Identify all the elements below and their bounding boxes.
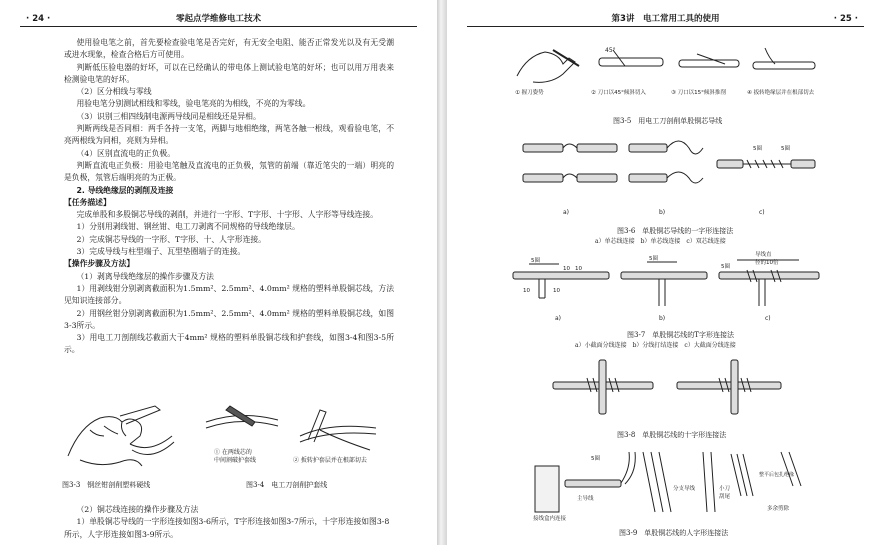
paragraph: 3）完成导线与柱型端子、瓦型垫圈端子的连接。: [76, 247, 246, 257]
fig-3-8-caption: 图3-8 单股铜芯线的十字形连接法: [617, 431, 727, 439]
main-conductor: [565, 480, 621, 487]
wire-c2: [791, 160, 815, 168]
page-number: · 24 ·: [26, 14, 51, 24]
fig9-label-tail: 刮尾: [719, 494, 731, 500]
dim-label: 10: [553, 288, 560, 294]
section-heading: 2. 导线绝缘层的剥削及连接: [76, 185, 174, 195]
dim-label: 5圈: [649, 256, 658, 262]
paragraph: （2）区分相线与零线: [76, 87, 152, 97]
wire-a1: [523, 144, 563, 152]
junction-box: [535, 466, 559, 512]
dim-5-turns: 5圈: [753, 146, 762, 152]
step-label-4: ④ 扳转绝缘层并在根部切去: [747, 90, 815, 96]
main-wire-right: [677, 382, 781, 389]
wire-a4: [577, 174, 617, 182]
paragraph: （4）区别直流电的正负极。: [76, 148, 175, 158]
dim-5-turns: 5圈: [781, 146, 790, 152]
cross-wire-left: [599, 360, 606, 414]
paragraph: 2）用钢丝钳分别剥离截面积为1.5mm²、2.5mm²、4.0mm² 规格的塑料单股铜芯线，如图3-3所示。: [64, 308, 394, 330]
knife: [553, 50, 579, 66]
figure-3-9-image: [531, 446, 831, 522]
fig-3-9-caption: 图3-9 单股铜芯线的人字形连接法: [619, 529, 729, 537]
wire-a2: [577, 144, 617, 152]
dim-label: 径的10倍: [755, 260, 779, 266]
dim-label: 10: [575, 266, 582, 272]
branch-b: [659, 279, 665, 306]
page-number: · 25 ·: [833, 14, 858, 24]
fig-3-7-caption: 图3-7 单股铜芯线的T字形连接法: [627, 331, 734, 339]
sheath-wire-bottom: [206, 421, 278, 428]
running-head-right: [467, 12, 864, 27]
paragraph: 1）用剥线钳分别剥离截面积为1.5mm²、2.5mm²、4.0mm² 规格的塑料单股铜芯线，方法见知识连接部分。: [64, 283, 394, 306]
dim-label: 5圈: [531, 258, 540, 264]
main-wire-c: [719, 272, 819, 279]
fig-3-3-caption: 图3-3 钢丝钳剖削塑料硬线: [62, 481, 151, 489]
fig9-label-wrap: 整平后包扎绝缘: [759, 472, 795, 478]
wire-a3: [523, 174, 563, 182]
main-wire-a: [513, 272, 609, 279]
fig-3-4-label-2: ② 扳转护套层并在根部切去: [293, 457, 367, 464]
paragraph: 判断两线是否同相：两手各持一支笔，两脚与地相绝缘，两笔各触一根线，观看验电笔，不亮两根线为同相，亮则为异相。: [64, 124, 394, 146]
bottom-text: [64, 504, 394, 541]
figure-3-8-image: [547, 356, 787, 418]
book-title: 零起点学维修电工技术: [175, 14, 262, 24]
fig-3-6-subcaption: a）单芯线连接 b）单芯线连接 c）双芯线连接: [595, 238, 726, 245]
panel-label-c: c): [765, 315, 771, 322]
finger-lines: [90, 422, 126, 436]
dim-label: 10: [563, 266, 570, 272]
body-text-left: [64, 37, 394, 357]
running-head-left: [20, 12, 417, 27]
paragraph: 用验电笔分别测试相线和零线，验电笔亮的为相线，不亮的为零线。: [76, 99, 311, 109]
fig9-label-main: 主导线: [577, 496, 594, 502]
panel-label-c: c): [759, 209, 765, 216]
paragraph: （1）剥离导线绝缘层的操作步骤及方法: [76, 271, 214, 281]
fig9-label-trim: 多余剪除: [767, 506, 790, 512]
wire-step-3: [679, 60, 739, 67]
fig-3-4-label-1b: 中间割破护套线: [214, 457, 257, 464]
figure-3-3-image: [60, 396, 180, 474]
figure-3-7-image: [509, 250, 825, 324]
pigtail: [703, 452, 715, 512]
fig9-label-box: 接线盒内连接: [533, 516, 567, 522]
paragraph: （3）识别三相四线制电源两导线同是相线还是异相。: [76, 111, 261, 121]
steps-heading: 【操作步骤及方法】: [64, 259, 135, 269]
fig9-label-knife: 小刀: [719, 486, 731, 492]
second-hand: [80, 460, 142, 466]
fig-3-4-label-1: ① 在两线芯的: [214, 449, 252, 456]
paragraph: 判断直流电正负极：用验电笔触及直流电的正负极，氖管的前端（靠近笔尖的一端）明亮的是负极，氖管后端明亮的为正极。: [64, 160, 394, 183]
dim-label: 10: [523, 288, 530, 294]
step-label-2: ② 刀口以45°倾斜切入: [591, 90, 646, 96]
fig9-label-turns: 5圈: [591, 456, 600, 462]
angle-label: 45°: [605, 47, 616, 54]
fig-3-6-caption: 图3-6 单股铜芯导线的一字形连接法: [617, 227, 734, 235]
task-heading: 【任务描述】: [64, 197, 111, 207]
cross-wire-right: [731, 360, 738, 414]
dim-label: 导线直: [755, 252, 772, 258]
paragraph: 判断低压验电器的好坏，可以在已经确认的带电体上测试验电笔的好坏；也可以用万用表来检测验电笔的好坏。: [64, 62, 394, 84]
wire-step-2: [599, 58, 663, 66]
paragraph: 完成单股和多股铜芯导线的剥削，并进行一字形、T字形、十字形、人字形等导线连接。: [76, 210, 378, 220]
cable-main-2: [300, 433, 376, 442]
panel-label-a: a): [563, 209, 570, 216]
fig-3-4-caption: 图3-4 电工刀剖削护套线: [246, 481, 328, 489]
twist-b: [667, 141, 703, 183]
twisted-wires: [643, 452, 671, 512]
paragraph: 使用验电笔之前，首先要检查验电笔是否完好，有无安全电阻、能否正常发光以及有无受潮或进水现象，检查合格后方可使用。: [64, 38, 394, 60]
panel-label-b: b): [659, 315, 666, 322]
wire-b1: [629, 144, 667, 152]
paragraph: 2）完成铜芯导线的一字形、T字形、十、人字形连接。: [76, 234, 266, 244]
book-gutter: [437, 0, 447, 545]
fig9-label-branch: 分支导线: [673, 486, 696, 492]
twist-a: [563, 144, 577, 178]
pliers-jaw: [120, 406, 160, 424]
paragraph: 1）分别用剥线钳、钢丝钳、电工刀剥离不同规格的导线绝缘层。: [76, 222, 300, 232]
wire-c1: [717, 160, 743, 168]
step-label-1: ① 握刀姿势: [515, 90, 544, 96]
left-page: [0, 0, 437, 545]
paragraph: （2）铜芯线连接的操作步骤及方法: [76, 505, 199, 514]
main-wire-b: [621, 272, 707, 279]
hand-grip: [517, 52, 575, 82]
chapter-title: 第3讲 电工常用工具的使用: [611, 14, 720, 24]
figure-3-6-image: [519, 130, 819, 218]
paragraph: 1）单股铜芯导线的一字形连接如图3-6所示，T字形连接如图3-7所示，十字形连接如图3-8所示，人字形连接如图3-9所示。: [64, 517, 390, 539]
dim-label: 5圈: [721, 264, 730, 270]
paragraph: 3）用电工刀剖削线芯截面大于4mm² 规格的塑料单股铜芯线和护套线，如图3-4和图3-5所示。: [64, 333, 394, 355]
fig-3-7-subcaption: a）小截面分线连接 b）分线打结连接 c）大截面分线连接: [575, 342, 736, 349]
panel-label-a: a): [555, 315, 562, 322]
coils-c: [743, 160, 791, 168]
branch-a: [539, 279, 545, 298]
wire-b2: [629, 174, 667, 182]
fig-3-5-caption: 图3-5 用电工刀剖削单股铜芯导线: [613, 117, 723, 125]
branch-pair: [621, 452, 635, 484]
wire-step-4: [753, 62, 815, 69]
step-label-3: ③ 刀口以15°倾斜推削: [671, 90, 726, 96]
panel-label-b: b): [659, 209, 666, 216]
blade-15: [697, 54, 725, 64]
right-page: [447, 0, 884, 545]
figure-3-5-image: [513, 40, 823, 96]
